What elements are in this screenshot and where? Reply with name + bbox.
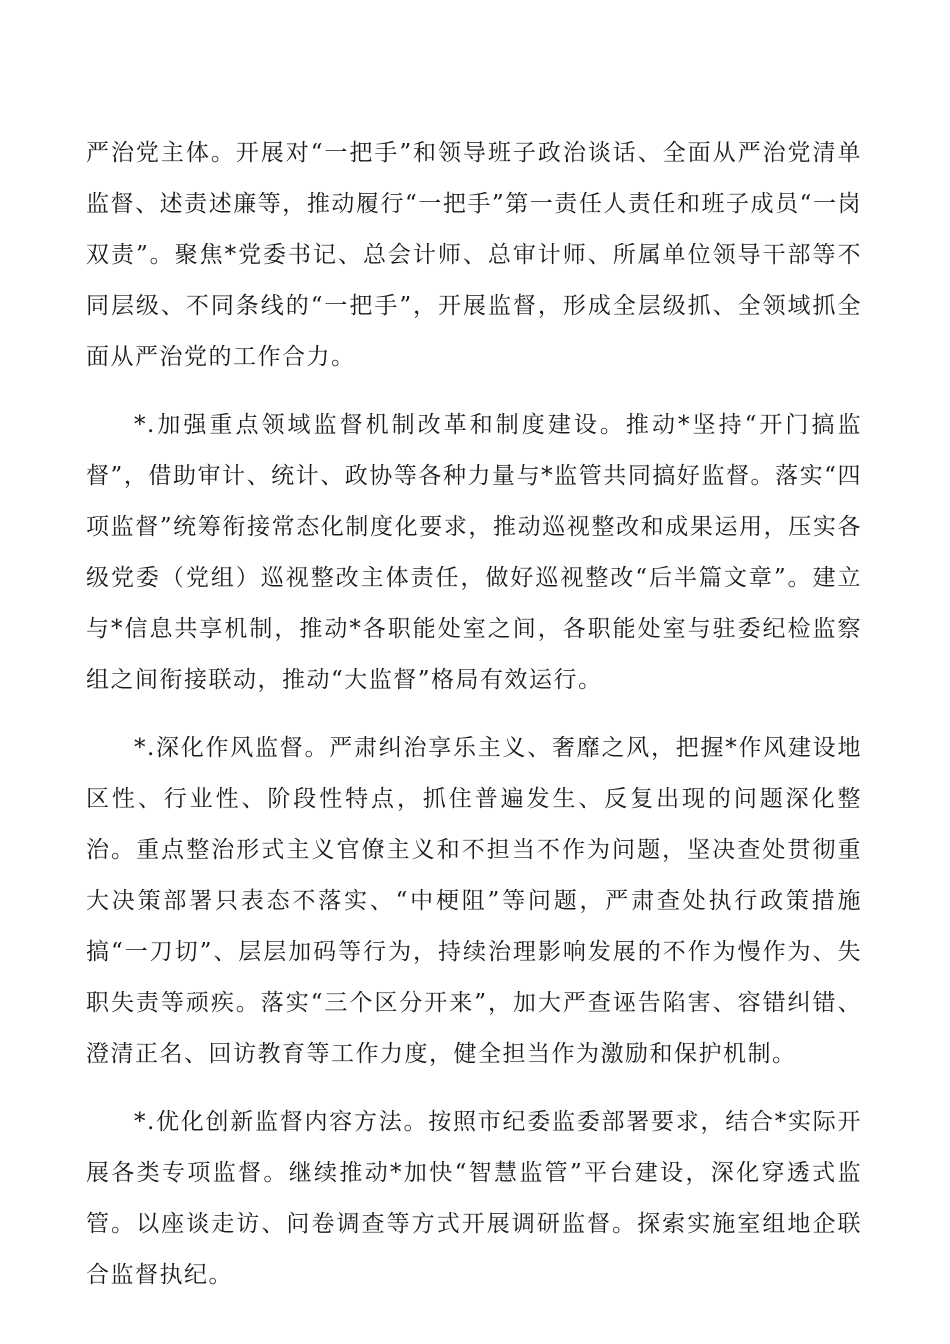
paragraph-innovation-methods: *.优化创新监督内容方法。按照市纪委监委部署要求，结合*实际开展各类专项监督。继续推动*加快“智慧监管”平台建设，深化穿透式监管。以座谈走访、问卷调查等方式开展调研监督。探索实施室组地企联合监督执纪。 [86,1109,862,1288]
paragraph-work-style-supervision: *.深化作风监督。严肃纠治享乐主义、奢靡之风，把握*作风建设地区性、行业性、阶段性特点，抓住普遍发生、反复出现的问题深化整治。重点整治形式主义官僚主义和不担当不作为问题，坚决查处贯彻重大决策部署只表态不落实、“中梗阻”等问题，严肃查处执行政策措施搞“一刀切”、层层加码等行为，持续治理影响发展的不作为慢作为、失职失责等顽疾。落实“三个区分开来”，加大严查诬告陷害、容错纠错、澄清正名、回访教育等工作力度，健全担当作为激励和保护机制。 [86,735,862,1067]
document-body [86,128,862,1318]
paragraph-supervision-reform: *.加强重点领域监督机制改革和制度建设。推动*坚持“开门搞监督”，借助审计、统计、政协等各种力量与*监管共同搞好监督。落实“四项监督”统筹衔接常态化制度化要求，推动巡视整改和成果运用，压实各级党委（党组）巡视整改主体责任，做好巡视整改“后半篇文章”。建立与*信息共享机制，推动*各职能处室之间，各职能处室与驻委纪检监察组之间衔接联动，推动“大监督”格局有效运行。 [86,412,862,693]
paragraph-continuation: 严治党主体。开展对“一把手”和领导班子政治谈话、全面从严治党清单监督、述责述廉等，推动履行“一把手”第一责任人责任和班子成员“一岗双责”。聚焦*党委书记、总会计师、总审计师、所属单位领导干部等不同层级、不同条线的“一把手”，开展监督，形成全层级抓、全领域抓全面从严治党的工作合力。 [86,140,862,370]
